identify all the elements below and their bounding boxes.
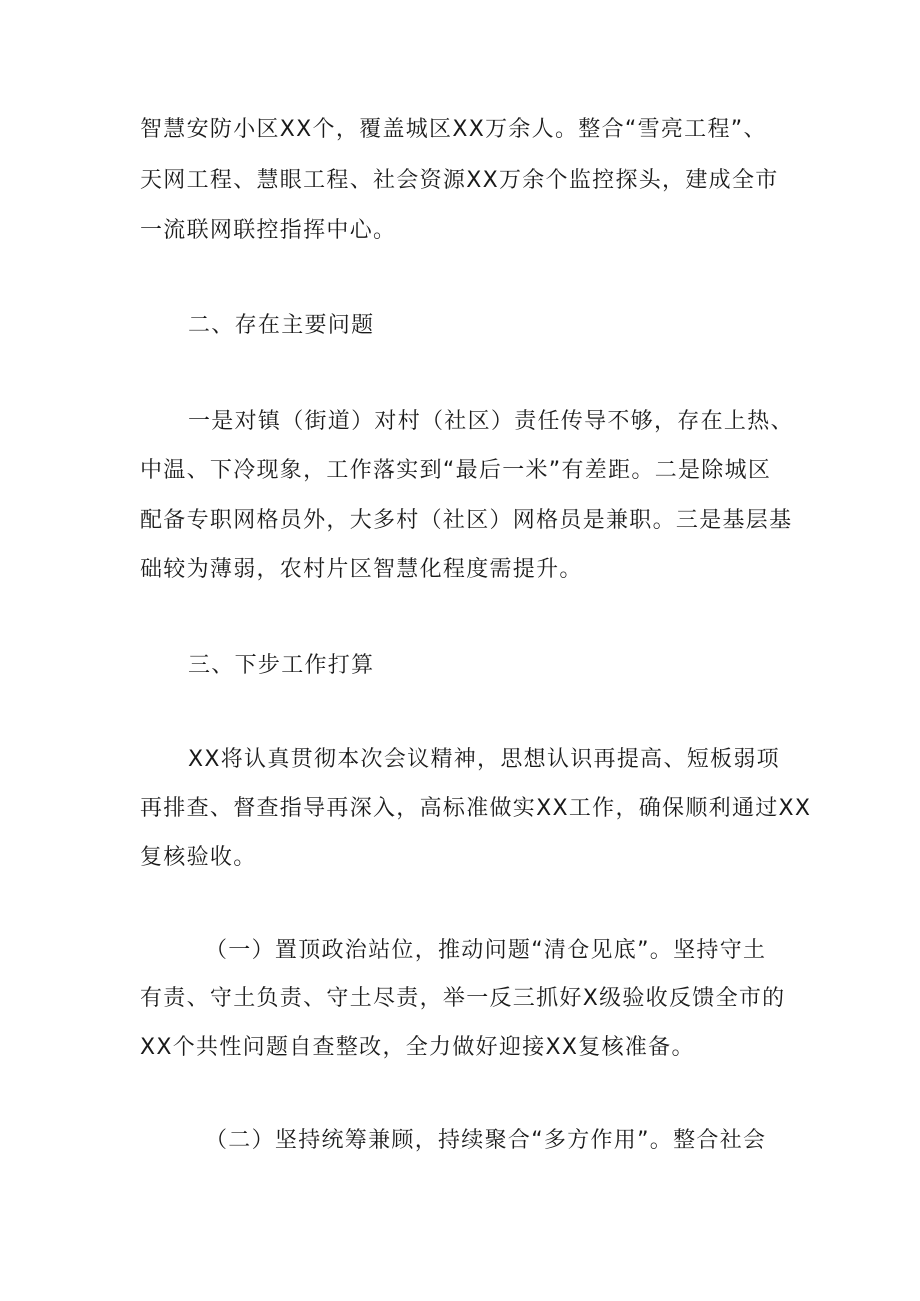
paragraph-1-line-2: 天网工程、慧眼工程、社会资源XX万余个监控探头，建成全市	[140, 168, 779, 193]
paragraph-2-line-2: 中温、下冷现象，工作落实到“最后一米”有差距。二是除城区	[140, 458, 772, 483]
paragraph-3-line-1: XX将认真贯彻本次会议精神，思想认识再提高、短板弱项	[188, 747, 780, 772]
paragraph-4-line-2: 有责、守土负责、守土尽责，举一反三抓好X级验收反馈全市的	[140, 986, 786, 1011]
paragraph-2-line-3: 配备专职网格员外，大多村（社区）网格员是兼职。三是基层基	[140, 508, 793, 533]
paragraph-1-line-1: 智慧安防小区XX个，覆盖城区XX万余人。整合“雪亮工程”、	[140, 117, 767, 142]
paragraph-5-line-1: （二）坚持统筹兼顾，持续聚合“多方作用”。整合社会	[205, 1128, 767, 1153]
paragraph-2-line-1: 一是对镇（街道）对村（社区）责任传导不够，存在上热、	[188, 409, 794, 434]
paragraph-4-line-3: XX个共性问题自查整改，全力做好迎接XX复核准备。	[140, 1035, 695, 1060]
section-heading-problems: 二、存在主要问题	[188, 313, 375, 338]
section-heading-next-steps: 三、下步工作打算	[188, 653, 375, 678]
paragraph-3-line-3: 复核验收。	[140, 845, 257, 870]
paragraph-3-line-2: 再排查、督查指导再深入，高标准做实XX工作，确保顺利通过XX	[140, 796, 812, 821]
paragraph-1-line-3: 一流联网联控指挥中心。	[140, 218, 397, 243]
paragraph-2-line-4: 础较为薄弱，农村片区智慧化程度需提升。	[140, 557, 583, 582]
paragraph-4-line-1: （一）置顶政治站位，推动问题“清仓见底”。坚持守土	[205, 938, 767, 963]
